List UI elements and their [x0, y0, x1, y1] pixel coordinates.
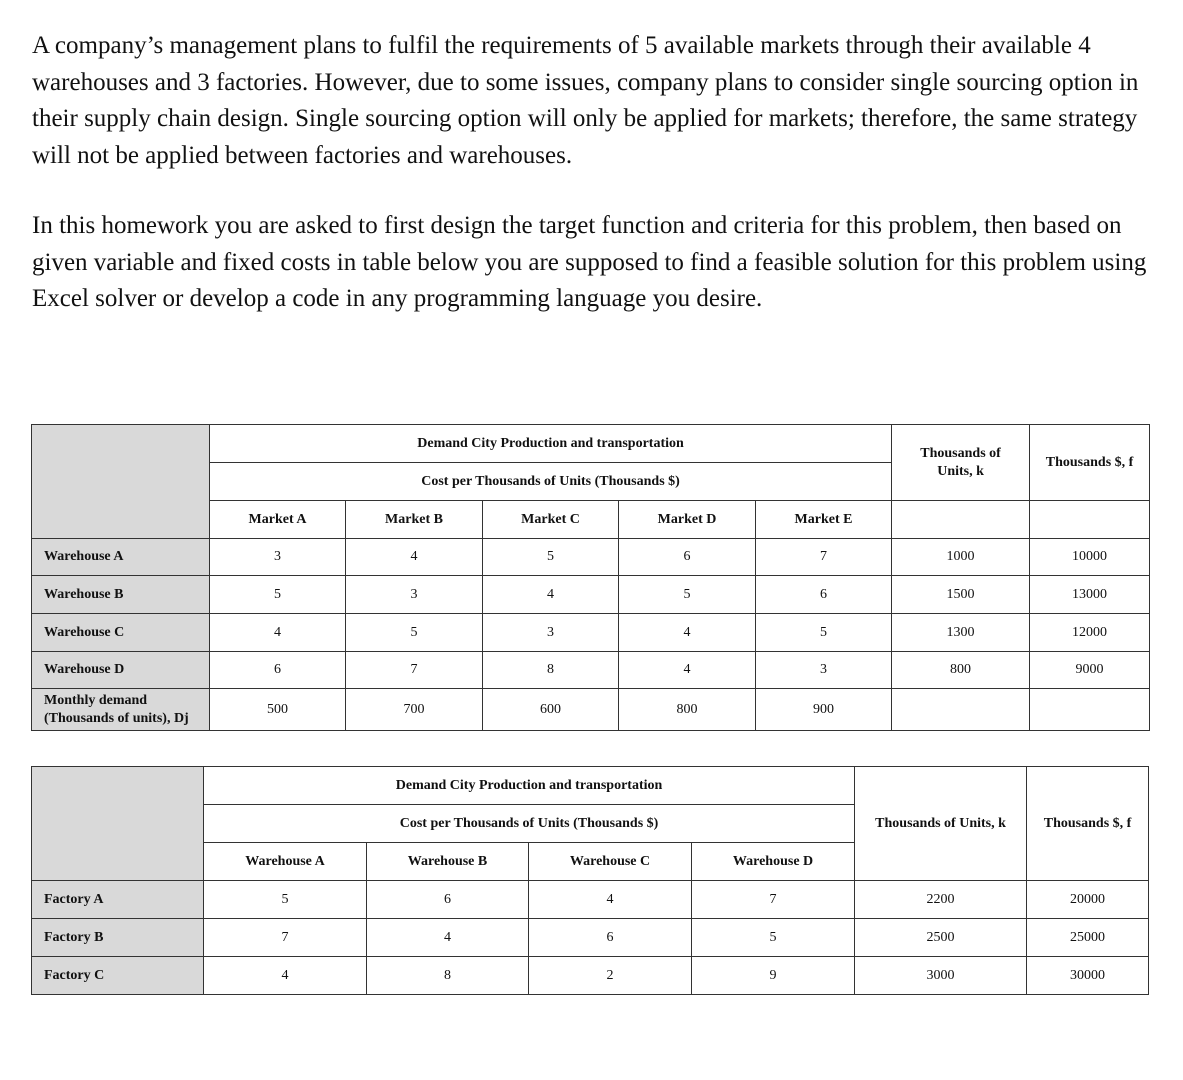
capacity-cell: 1000 — [892, 539, 1030, 576]
cost-cell: 6 — [756, 576, 892, 614]
cost-cell: 8 — [367, 957, 529, 995]
cost-header-line2: Cost per Thousands of Units (Thousands $) — [204, 805, 855, 843]
cost-header-line1: Demand City Production and transportation — [210, 425, 892, 463]
table-row — [32, 539, 1150, 576]
cost-cell: 7 — [204, 919, 367, 957]
cost-cell: 9 — [692, 957, 855, 995]
cost-cell: 3 — [483, 614, 619, 652]
column-header: Warehouse B — [367, 843, 529, 881]
cost-cell: 5 — [483, 539, 619, 576]
cost-cell: 5 — [204, 881, 367, 919]
capacity-header — [892, 425, 1030, 501]
cost-cell: 2 — [529, 957, 692, 995]
fixed-cost-cell: 20000 — [1027, 881, 1149, 919]
intro-paragraph: A company’s management plans to fulfil the requirements of 5 available markets through their available 4 warehouses and 3 factories. However, due to some issues, company plans to consider single sourcing option in their supply chain design. Single sourcing option will only be applied for markets; therefore, the same strategy will not be applied between factories and warehouses. — [32, 32, 1139, 169]
capacity-cell: 1500 — [892, 576, 1030, 614]
empty-cell — [1030, 689, 1150, 731]
task-paragraph: In this homework you are asked to first design the target function and criteria for this problem, then based on given variable and fixed costs in table below you are supposed to find a feasible solution for this problem using Excel solver or develop a code in any programming language you desire. — [32, 212, 1147, 312]
fixed-cost-header: Thousands $, f — [1027, 767, 1149, 881]
cost-cell: 4 — [529, 881, 692, 919]
row-label: Warehouse B — [32, 576, 210, 614]
capacity-header-line1: Thousands of — [920, 445, 1001, 461]
corner-cell — [32, 767, 204, 881]
column-header: Market E — [756, 501, 892, 539]
fixed-cost-cell: 13000 — [1030, 576, 1150, 614]
table-row — [32, 919, 1149, 957]
cost-cell: 4 — [210, 614, 346, 652]
cost-cell: 3 — [346, 576, 483, 614]
corner-cell — [32, 425, 210, 539]
empty-cell — [1030, 501, 1150, 539]
row-label: Warehouse A — [32, 539, 210, 576]
fixed-cost-cell: 9000 — [1030, 652, 1150, 689]
cost-cell: 7 — [692, 881, 855, 919]
column-header: Market A — [210, 501, 346, 539]
fixed-cost-header: Thousands $, f — [1030, 425, 1150, 501]
cost-cell: 6 — [210, 652, 346, 689]
demand-cell: 600 — [483, 689, 619, 731]
cost-cell: 5 — [619, 576, 756, 614]
demand-label-line2: (Thousands of units), Dj — [44, 710, 189, 726]
column-header: Market B — [346, 501, 483, 539]
table-row — [32, 881, 1149, 919]
cost-cell: 5 — [756, 614, 892, 652]
factory-warehouse-table — [31, 766, 1149, 995]
cost-cell: 6 — [367, 881, 529, 919]
column-header: Market C — [483, 501, 619, 539]
empty-cell — [892, 501, 1030, 539]
row-label: Factory B — [32, 919, 204, 957]
demand-cell: 900 — [756, 689, 892, 731]
empty-cell — [892, 689, 1030, 731]
cost-cell: 4 — [367, 919, 529, 957]
demand-cell: 700 — [346, 689, 483, 731]
cost-cell: 4 — [346, 539, 483, 576]
capacity-cell: 800 — [892, 652, 1030, 689]
cost-cell: 4 — [619, 614, 756, 652]
cost-cell: 5 — [346, 614, 483, 652]
demand-label — [32, 689, 210, 731]
cost-cell: 4 — [204, 957, 367, 995]
demand-row — [32, 689, 1150, 731]
cost-cell: 6 — [529, 919, 692, 957]
cost-header-line2: Cost per Thousands of Units (Thousands $) — [210, 463, 892, 501]
capacity-cell: 2500 — [855, 919, 1027, 957]
column-header: Warehouse A — [204, 843, 367, 881]
cost-cell: 4 — [483, 576, 619, 614]
cost-cell: 4 — [619, 652, 756, 689]
demand-cell: 800 — [619, 689, 756, 731]
row-label: Warehouse D — [32, 652, 210, 689]
capacity-cell: 3000 — [855, 957, 1027, 995]
table-row — [32, 576, 1150, 614]
cost-header-line1: Demand City Production and transportation — [204, 767, 855, 805]
column-header: Warehouse D — [692, 843, 855, 881]
fixed-cost-cell: 12000 — [1030, 614, 1150, 652]
column-header: Market D — [619, 501, 756, 539]
cost-cell: 7 — [756, 539, 892, 576]
cost-cell: 7 — [346, 652, 483, 689]
capacity-cell: 1300 — [892, 614, 1030, 652]
row-label: Warehouse C — [32, 614, 210, 652]
row-label: Factory C — [32, 957, 204, 995]
capacity-header: Thousands of Units, k — [855, 767, 1027, 881]
cost-cell: 6 — [619, 539, 756, 576]
fixed-cost-cell: 10000 — [1030, 539, 1150, 576]
cost-cell: 5 — [692, 919, 855, 957]
fixed-cost-cell: 30000 — [1027, 957, 1149, 995]
capacity-cell: 2200 — [855, 881, 1027, 919]
fixed-cost-cell: 25000 — [1027, 919, 1149, 957]
warehouse-market-table — [31, 424, 1150, 731]
cost-cell: 5 — [210, 576, 346, 614]
capacity-header-line2: Units, k — [937, 463, 984, 479]
row-label: Factory A — [32, 881, 204, 919]
column-header: Warehouse C — [529, 843, 692, 881]
cost-cell: 3 — [210, 539, 346, 576]
cost-cell: 8 — [483, 652, 619, 689]
cost-cell: 3 — [756, 652, 892, 689]
demand-label-line1: Monthly demand — [44, 692, 148, 708]
demand-cell: 500 — [210, 689, 346, 731]
table-row — [32, 652, 1150, 689]
table-row — [32, 957, 1149, 995]
table-row — [32, 614, 1150, 652]
